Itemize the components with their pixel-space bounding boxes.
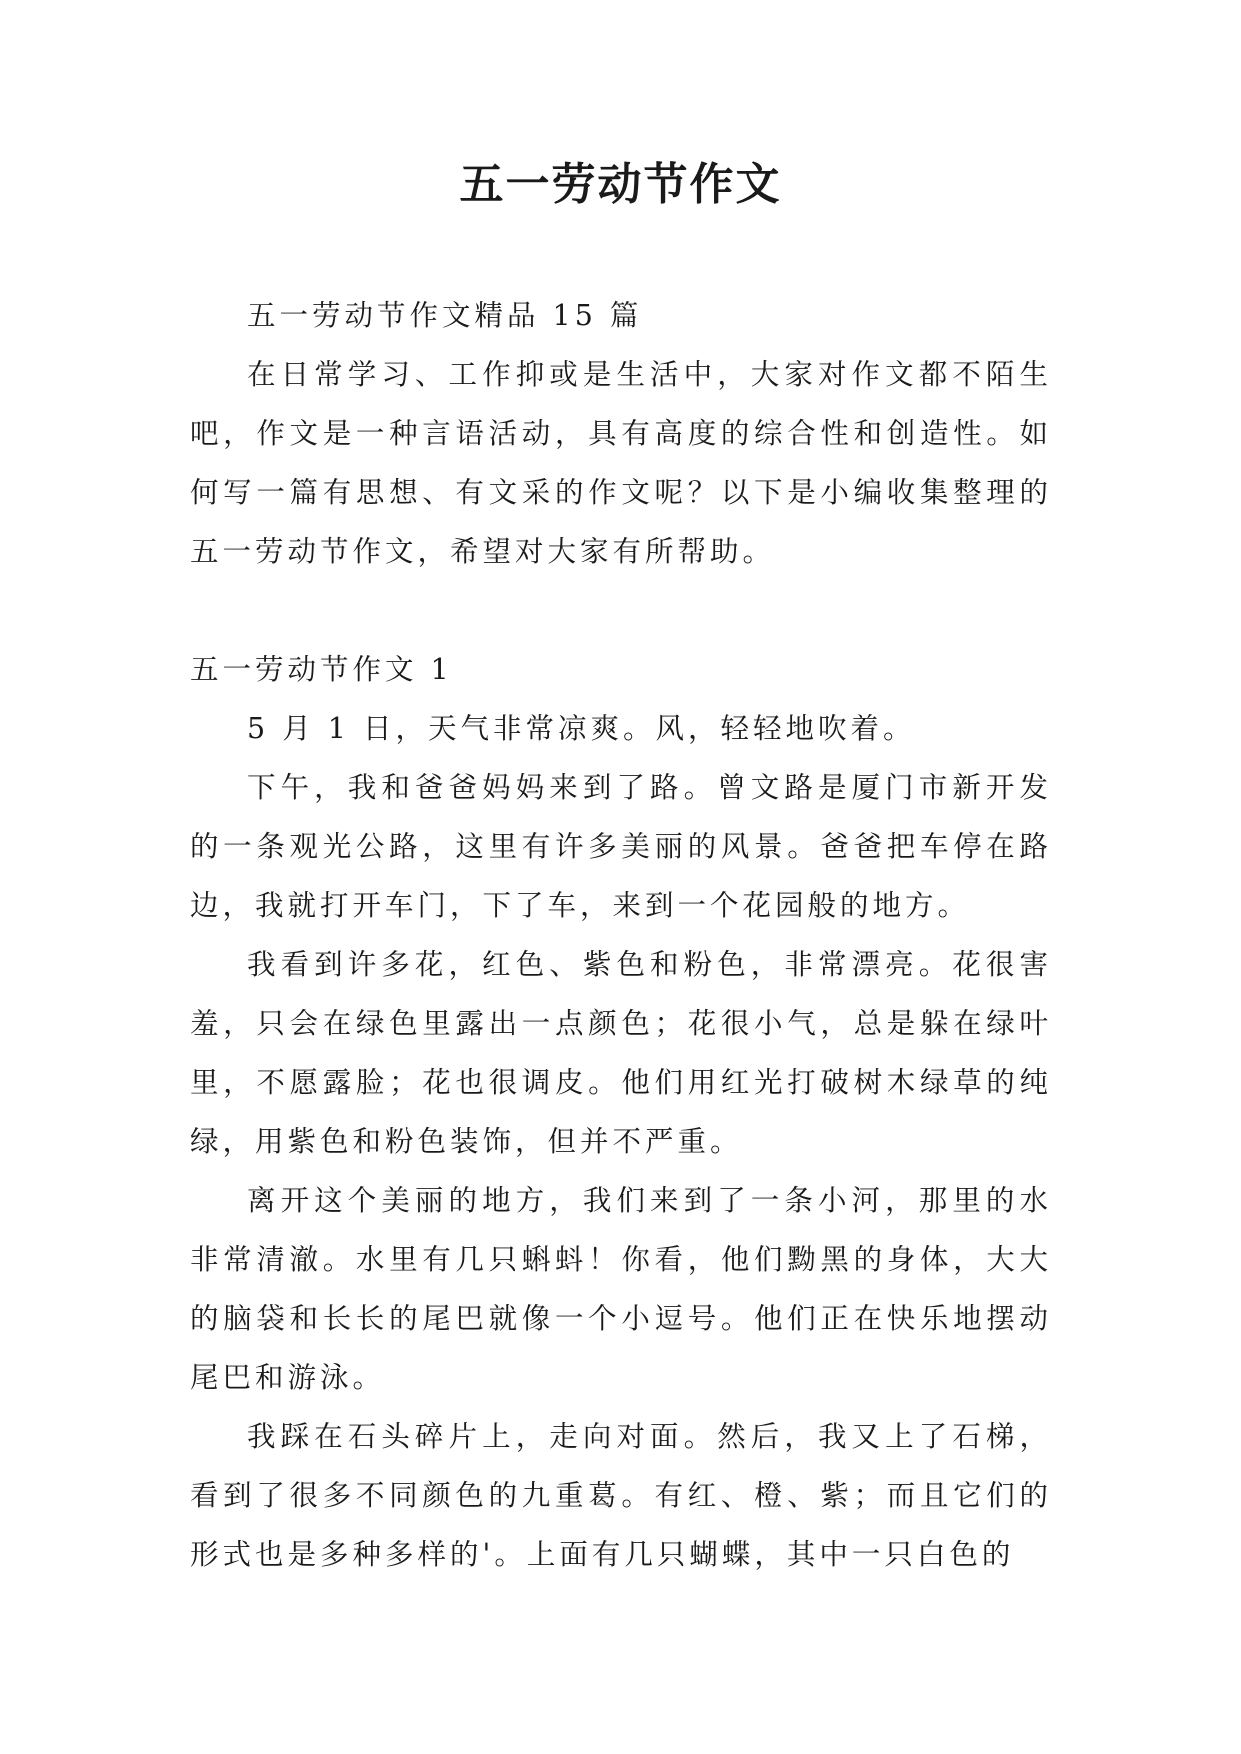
document-title: 五一劳动节作文 [459, 159, 782, 210]
essay-paragraph: 我踩在石头碎片上，走向对面。然后，我又上了石梯，看到了很多不同颜色的九重葛。有红、橙、紫；而且它们的形式也是多种多样的'。上面有几只蝴蝶，其中一只白色的 [190, 1420, 1052, 1571]
intro-paragraph: 在日常学习、工作抑或是生活中，大家对作文都不陌生吧，作文是一种言语活动，具有高度的综合性和创造性。如何写一篇有思想、有文采的作文呢？以下是小编收集整理的五一劳动节作文，希望对大家有所帮助。 [190, 358, 1052, 568]
essay-paragraph: 5 月 1 日，天气非常凉爽。风，轻轻地吹着。 [247, 712, 916, 745]
section-spacer [190, 581, 1052, 640]
document-body [190, 286, 1052, 1584]
essay-paragraph: 我看到许多花，红色、紫色和粉色，非常漂亮。花很害羞，只会在绿色里露出一点颜色；花很小气，总是躲在绿叶里，不愿露脸；花也很调皮。他们用红光打破树木绿草的纯绿，用紫色和粉色装饰，但并不严重。 [190, 948, 1052, 1158]
section-heading: 五一劳动节作文 1 [190, 653, 453, 686]
intro-heading: 五一劳动节作文精品 15 篇 [247, 299, 643, 332]
essay-paragraph: 下午，我和爸爸妈妈来到了路。曾文路是厦门市新开发的一条观光公路，这里有许多美丽的风景。爸爸把车停在路边，我就打开车门，下了车，来到一个花园般的地方。 [190, 771, 1052, 922]
essay-paragraph: 离开这个美丽的地方，我们来到了一条小河，那里的水非常清澈。水里有几只蝌蚪！你看，他们黝黑的身体，大大的脑袋和长长的尾巴就像一个小逗号。他们正在快乐地摆动尾巴和游泳。 [190, 1184, 1052, 1394]
